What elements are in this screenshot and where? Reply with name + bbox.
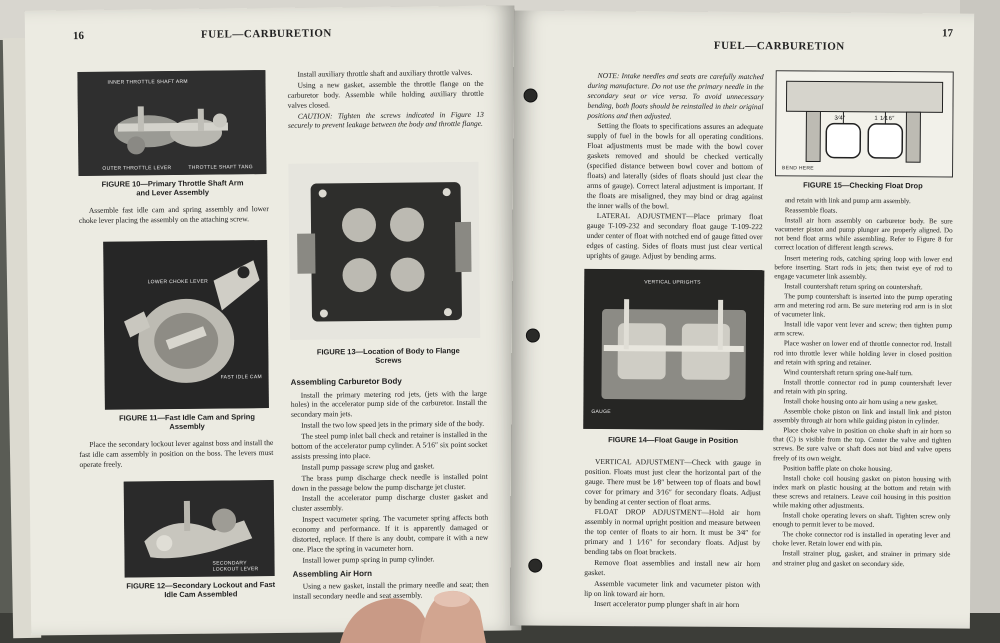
caution-text: CAUTION: Tighten the screws indicated in Figure 13 securely to prevent leakage between the body and throttle flange. xyxy=(287,109,484,131)
heading-assembling-horn: Assembling Air Horn xyxy=(292,568,372,579)
label-gauge: GAUGE xyxy=(591,408,611,416)
label-inner-throttle: INNER THROTTLE SHAFT ARM xyxy=(107,78,188,86)
binder-hole xyxy=(528,559,542,573)
label-fast-idle-cam: FAST IDLE CAM xyxy=(220,374,262,381)
figure-15-diagram xyxy=(775,70,954,177)
right-col2-text: and retain with link and pump arm assembly. Reassemble floats. Install air horn assembly on carburetor body. Be sure vacumeter piston and pump plunger are properly aligned. Do not bend float arms while assembling. Refer to Figure 8 for correct location of different length screws. Insert metering rods, catching spring loop with lower end before inserting. Start rods in jets; then twist eye of rod to engage vacumeter link assembly. Install countershaft return spring on countershaft. The pump countershaft is inserted into the pump operating arm and metering rod arm. Be sure metering rod arm is in slot of vacumeter link. Install idle vapor vent lever and screw; then tighten pump arm screw. Place washer on lower end of throttle connector rod. Install rod into throttle lever while holding lever in closed position and retain with spring and retainer. Wind countershaft return spring one-half turn. Install throttle connector rod in pump countershaft lever and retain with pin spring. Install choke housing onto air horn using a new gasket. Assemble choke piston on link and install link and piston assembly through air horn while guiding piston in cylinder. Place choke valve in position on choke shaft in air horn so that (C) is visible from the top. Center the valve and tighten screws. Be sure valve or shaft does not bind and valve opens freely of its own weight. Position baffle plate on choke housing. Install choke coil housing gasket on piston housing with index mark on plastic housing at the bottom and retain with these screws and retainers. Leave coil housing in this position while making other adjustments. Install choke operating levers on shaft. Tighten screw only enough to permit lever to be moved. The choke connector rod is installed in operating lever and choke lever. Retain lower end with pin. Install strainer plug, gasket, and strainer in primary side and strainer plug and gasket on secondary side. xyxy=(772,196,953,568)
page-number: 17 xyxy=(941,27,954,40)
carburetor-body-image xyxy=(288,162,480,340)
binder-hole xyxy=(526,328,540,342)
right-col1-bottom-text: VERTICAL ADJUSTMENT—Check with gauge in position. Floats must just clear the horizontal part of the gauge. There must be 1⁄8″ between top of floats and bowl cover for primary and 3⁄16″ for secondary floats. Adjust by bending at center section of float arms. FLOAT DROP ADJUSTMENT—Hold air horn assembly in normal upright position and measure between the top center of floats to air horn. It must be 3⁄4″ for primary and 1 1⁄16″ for secondary floats. Adjust by bending tabs on float brackets. Remove float assemblies and install new air horn gasket. Assemble vacumeter link and vacumeter piston with lip on link toward air horn. Insert accelerator pump plunger shaft in air horn xyxy=(584,456,762,610)
figure-12-caption: FIGURE 12—Secondary Lockout and Fast Idle Cam Assembled xyxy=(126,579,276,600)
page-header: FUEL—CARBURETION xyxy=(713,39,845,53)
col2-top-text: Install auxiliary throttle shaft and auxiliary throttle valves. Using a new gasket, assemble the throttle flange on the carburetor body. Assemble while holding auxiliary throttle valves closed. CAUTION: Tighten the screws indicated in Figure 13 securely to prevent leakage between the body and throttle flange. xyxy=(287,67,484,131)
figure-13-caption: FIGURE 13—Location of Body to Flange Screws xyxy=(316,346,460,366)
dim-secondary: 1 1⁄16″ xyxy=(874,115,895,123)
throttle-assembly-image xyxy=(77,70,266,176)
label-bend-here: BEND HERE xyxy=(782,165,814,172)
right-col1-text: NOTE: Intake needles and seats are carefully matched during manufacture. Do not use the primary needle in the secondary seat or vice versa. To avoid unnecessary bending, both floats should be reinstalled in their original positions and then adjusted. Setting the floats to specifications assures an adequate supply of fuel in the bowls for all operating conditions. Float adjustments must be made with the bowl cover gaskets removed and should be checked vertically (specified distance between bowl cover and bottom of floats) and laterally (sides of floats should just clear the arms of gauge). Correct lateral adjustment is important. If the floats are misaligned, they may bind or drag against the inner walls of the bowl. LATERAL ADJUSTMENT—Place primary float gauge T-109-232 and secondary float gauge T-109-222 under center of float with notched end of gauge fitted over edges of casting. Sides of floats must just clear vertical uprights of gauge. Adjust by bending arms. xyxy=(586,70,764,261)
float-gauge-image xyxy=(583,269,764,430)
para-fast-idle: Assemble fast idle cam and spring assembly and lower choke lever placing the assembly on the attaching screw. xyxy=(78,204,269,225)
figure-10-photo xyxy=(77,70,266,176)
figure-11-photo xyxy=(103,240,269,410)
figure-12-photo xyxy=(124,480,275,578)
hand-holding-book xyxy=(330,585,530,643)
figure-11-caption: FIGURE 11—Fast Idle Cam and Spring Assembly xyxy=(119,412,255,432)
figure-10-caption: FIGURE 10—Primary Throttle Shaft Arm and Lever Assembly xyxy=(101,178,244,198)
figure-14-caption: FIGURE 14—Float Gauge in Position xyxy=(608,435,739,445)
label-outer-throttle: OUTER THROTTLE LEVER xyxy=(102,165,172,172)
para-lockout: Place the secondary lockout lever against boss and install the fast idle cam assembly in position on the boss. The levers must operate freely. xyxy=(79,438,274,469)
left-page xyxy=(25,5,522,635)
label-vertical-uprights: VERTICAL UPRIGHTS xyxy=(644,279,701,286)
figure-14-photo xyxy=(583,269,764,430)
right-page xyxy=(510,10,974,628)
heading-assembling-body: Assembling Carburetor Body xyxy=(290,376,402,387)
binder-hole xyxy=(524,88,538,102)
figure-15-caption: FIGURE 15—Checking Float Drop xyxy=(803,180,923,191)
col2-body-text: Assembling Carburetor Body Install the primary metering rod jets, (jets with the large holes) in the accelerator pump side of the carburetor. Install the secondary main jets. Install the two low speed jets in the primary side of the body. The steel pump inlet ball check and retainer is installed in the bottom of the accelerator pump cylinder. A 5⁄16″ six point socket assists pressing into place. Install pump passage screw plug and gasket. The brass pump discharge check needle is installed point down in the passage below the pump discharge jet cluster. Install the accelerator pump discharge cluster gasket and cluster assembly. Inspect vacumeter spring. The vacumeter spring affects both economy and performance. If it is apparently damaged or distorted, replace. If there is any doubt, compare it with a new one. Place the spring in vacumeter horn. Install lower pump spring in pump cylinder. Assembling Air Horn Using a new gasket, install the primary needle and seat; then install secondary needle and seat assembly. xyxy=(290,376,489,601)
page-number: 16 xyxy=(72,29,85,43)
fast-idle-cam-image xyxy=(103,240,269,410)
label-lockout-lever: SECONDARY LOCKOUT LEVER xyxy=(212,560,259,573)
label-throttle-tang: THROTTLE SHAFT TANG xyxy=(188,164,254,171)
page-header: FUEL—CARBURETION xyxy=(200,27,332,41)
dim-primary: 3⁄4″ xyxy=(834,115,846,122)
figure-13-photo xyxy=(288,162,480,340)
note-text: NOTE: Intake needles and seats are carefully matched during manufacture. Do not use the primary needle in the secondary seat or vice versa. To avoid unnecessary bending, both floats should be reinstalled in their original positions and then adjusted. xyxy=(587,70,764,121)
float-drop-diagram xyxy=(776,71,953,176)
label-lower-choke: LOWER CHOKE LEVER xyxy=(147,278,209,286)
